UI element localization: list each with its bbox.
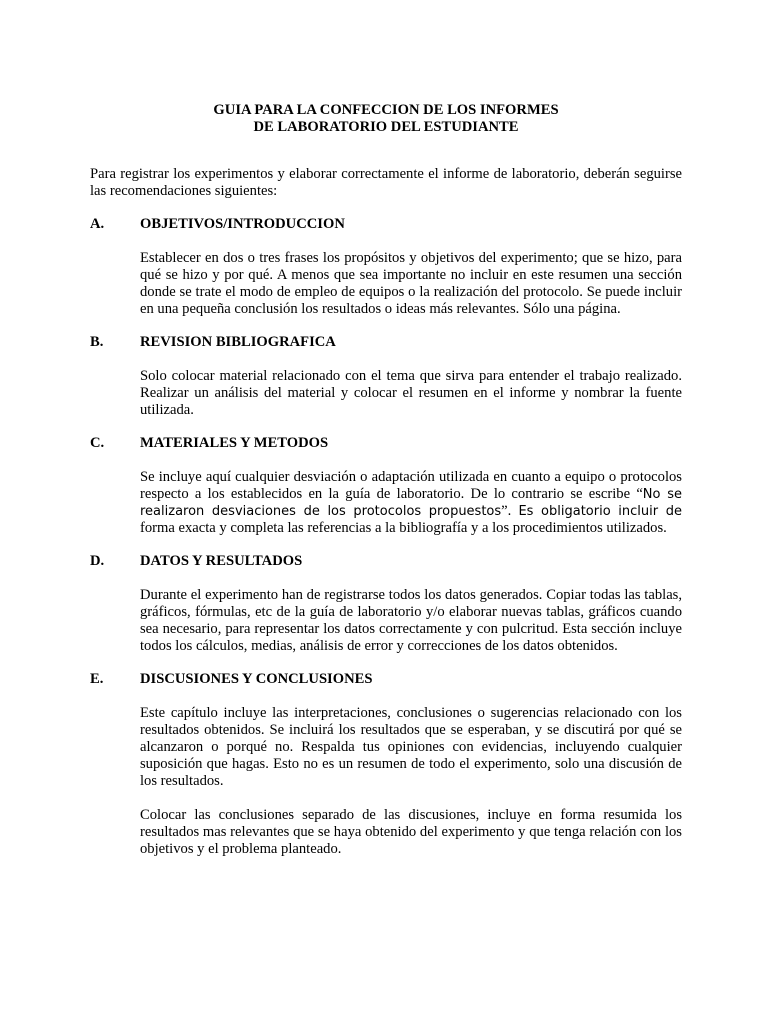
section-heading-discusiones [90, 671, 682, 688]
emphasis-text: Es obligatorio incluir de [518, 504, 682, 519]
paragraph-text: forma exacta y completa las referencias a la bibliografía y a los procedimientos utilizados. [140, 520, 667, 536]
section-paragraph-discusiones: Este capítulo incluye las interpretaciones, conclusiones o sugerencias relacionado con los resultados obtenidos. Se incluirá los resultados que se esperaban, y se discutirá por qué se alcanzaron o porqué no. Respalda tus opiniones con evidencias, incluyendo cualquier suposición que hagas. Esto no es un resumen de todo el experimento, solo una discusión de los resultados. [140, 705, 682, 789]
section-letter: C. [90, 435, 105, 451]
section-title: DISCUSIONES Y CONCLUSIONES [140, 671, 373, 687]
section-title: OBJETIVOS/INTRODUCCION [140, 216, 345, 232]
section-paragraph-revision: Solo colocar material relacionado con el tema que sirva para entender el trabajo realizado. Realizar un análisis del material y colocar el resumen en el informe y nombrar la fuente utilizada. [140, 368, 682, 418]
document-title-line-1: GUIA PARA LA CONFECCION DE LOS INFORMES [213, 102, 559, 118]
section-heading-revision [90, 334, 682, 351]
document-title-line-2: DE LABORATORIO DEL ESTUDIANTE [253, 119, 519, 135]
section-heading-datos [90, 553, 682, 570]
section-letter: A. [90, 216, 105, 232]
quoted-text: No se realizaron desviaciones de los protocolos propuestos [140, 487, 682, 519]
section-paragraph-materiales [140, 469, 682, 537]
section-heading-objetivos [90, 216, 682, 233]
section-letter: D. [90, 553, 105, 569]
paragraph-text: Se incluye aquí cualquier desviación o adaptación utilizada en cuanto a equipo o protocolos respecto a los establecidos en la guía de laboratorio. De lo contrario se escribe “ [140, 469, 682, 502]
section-letter: E. [90, 671, 104, 687]
section-title: MATERIALES Y METODOS [140, 435, 329, 451]
section-paragraph-objetivos: Establecer en dos o tres frases los propósitos y objetivos del experimento; que se hizo, para qué se hizo y por qué. A menos que sea importante no incluir en este resumen una sección donde se trate el modo de empleo de equipos o la realización del protocolo. Se puede incluir en una pequeña conclusión los resultados o ideas más relevantes. Sólo una página. [140, 250, 682, 317]
section-letter: B. [90, 334, 104, 350]
section-title: DATOS Y RESULTADOS [140, 553, 303, 569]
section-paragraph-datos: Durante el experimento han de registrarse todos los datos generados. Copiar todas las tablas, gráficos, fórmulas, etc de la guía de laboratorio y/o elaborar nuevas tablas, gráficos cuando sea necesario, para representar los datos correctamente y con pulcritud. Esta sección incluye todos los cálculos, medias, análisis de error y correcciones de los datos obtenidos. [140, 587, 682, 654]
section-paragraph-conclusiones: Colocar las conclusiones separado de las discusiones, incluye en forma resumida los resultados mas relevantes que se haya obtenido del experimento y que tenga relación con los objetivos y el problema planteado. [140, 807, 682, 857]
intro-paragraph: Para registrar los experimentos y elaborar correctamente el informe de laboratorio, deberán seguirse las recomendaciones siguientes: [90, 166, 682, 199]
section-heading-materiales [90, 435, 682, 452]
section-title: REVISION BIBLIOGRAFICA [140, 334, 336, 350]
paragraph-text: ”. [501, 503, 519, 519]
